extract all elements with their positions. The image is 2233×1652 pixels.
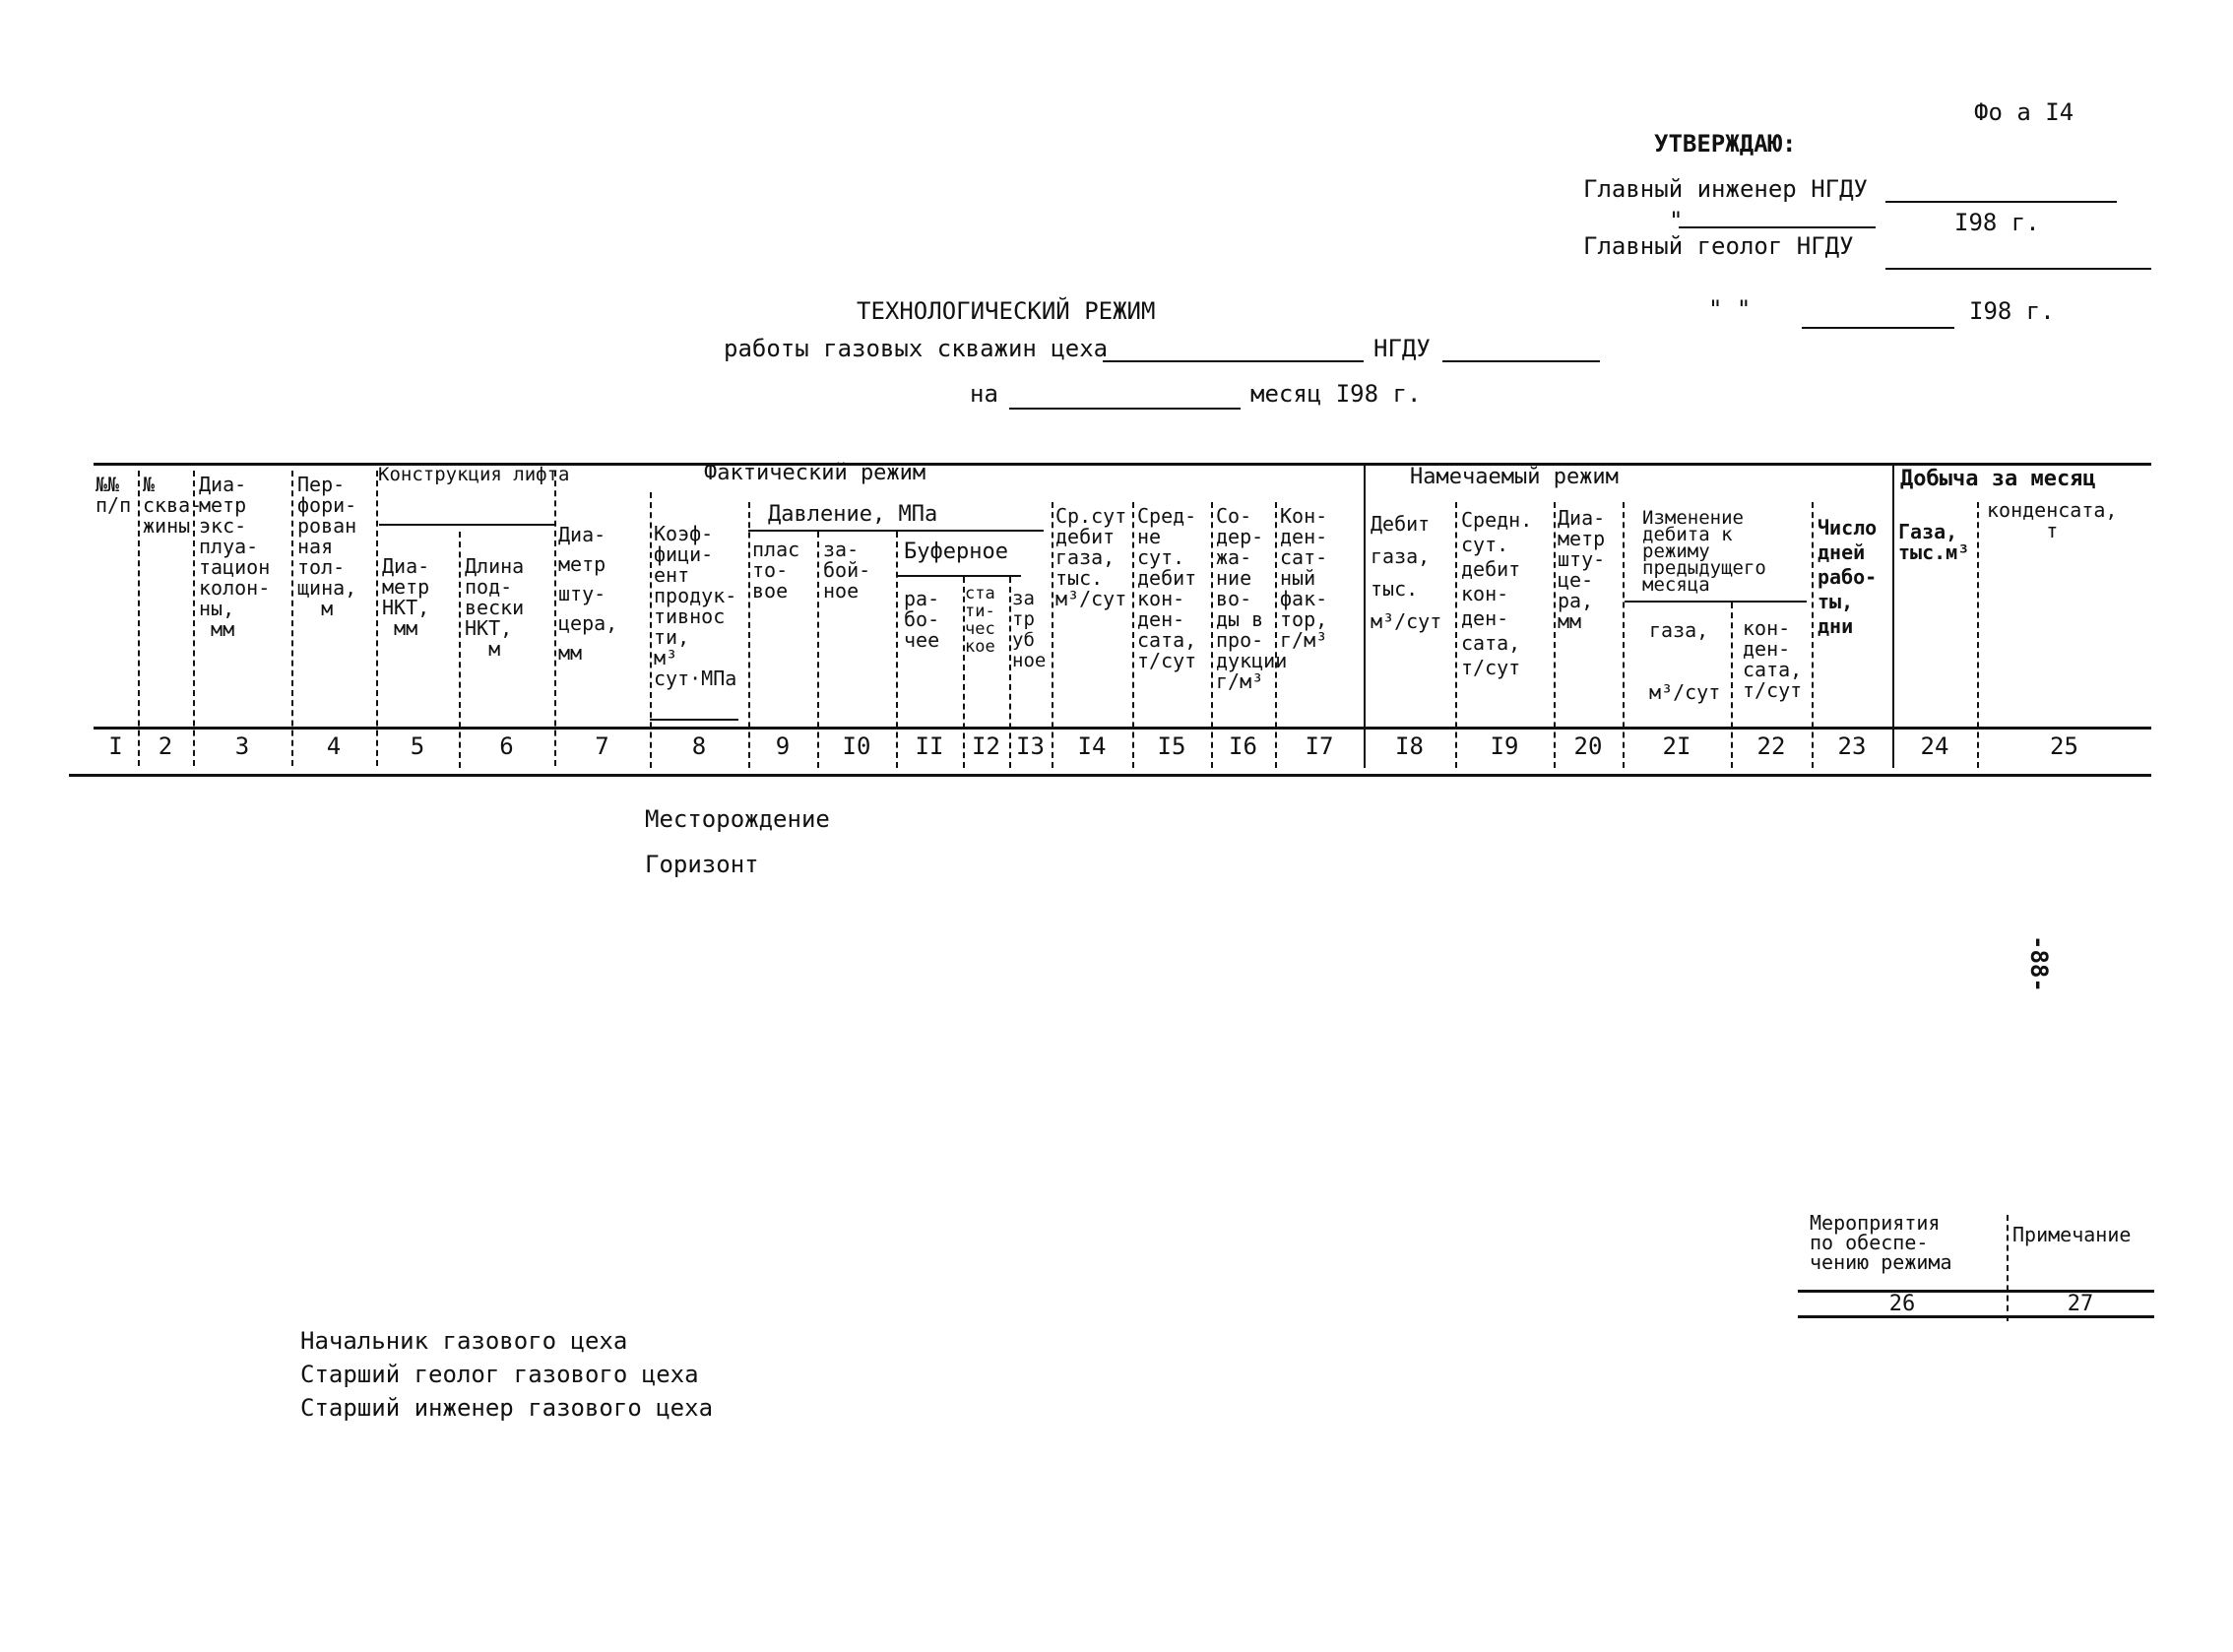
title-line3-a: на [970, 380, 998, 408]
sep [138, 471, 140, 766]
col-number: I4 [1077, 732, 1107, 760]
col-number: 2I [1662, 732, 1691, 760]
col-number: I2 [972, 732, 1000, 760]
col-13-header: за тр уб ное [1012, 588, 1047, 671]
col-11-header: ра- бо- чее [904, 587, 940, 652]
col-number: I5 [1157, 732, 1186, 760]
sep [1977, 502, 1979, 768]
signature-senior-geologist: Старший геолог газового цеха [300, 1361, 699, 1388]
chief-engineer-signature-line [1885, 201, 2117, 203]
group-construction: Конструкция лифта [378, 464, 570, 485]
group-buffer: Буферное [904, 540, 1008, 564]
col-26-number: 26 [1888, 1292, 1916, 1316]
col-number: 9 [775, 732, 791, 760]
col-15-header: Сред- не сут. дебит кон- ден- сата, т/сут [1137, 504, 1197, 672]
date-quote-1: " [1669, 207, 1684, 234]
col-number: 4 [326, 732, 342, 760]
sep [1554, 502, 1556, 768]
col-6-header: Длина под- вески НКТ, м [465, 554, 525, 661]
col-number: I3 [1016, 732, 1045, 760]
col-number: 25 [2050, 732, 2078, 760]
note-header: Примечание [2012, 1223, 2132, 1246]
header-bottom-line [94, 727, 2151, 730]
col-19-header: Средн. сут. дебит кон- ден- сата, т/сут [1461, 508, 1533, 679]
col-1-header: №№ п/п [96, 473, 132, 517]
col-16-header: Со- дер- жа- ние во- ды в про- дукции г/м³ [1216, 504, 1288, 693]
col-12-header: ста ти- чес кое [965, 584, 995, 657]
col-10-header: за- бой- ное [823, 538, 871, 603]
field-label: Месторождение [645, 805, 830, 833]
chief-geologist-signature-line [1885, 268, 2151, 270]
sep [748, 502, 750, 768]
measures-header: Мероприятия по обеспе- чению режима [1810, 1211, 1952, 1274]
horizon-label: Горизонт [645, 851, 759, 878]
col-9-header: плас то- вое [752, 538, 800, 603]
col-24-header: Газа, тыс.м³ [1898, 520, 1970, 564]
col-number: I8 [1395, 732, 1424, 760]
sep-production [1892, 463, 1894, 768]
col-23-header: Число дней рабо- ты, дни [1818, 516, 1878, 638]
group-change: Изменение дебита к режиму предыдущего месяца [1642, 507, 1766, 596]
col-number: I0 [842, 732, 871, 760]
col-4-header: Пер- фори- рован ная тол- щина, м [297, 473, 357, 620]
sep [1211, 502, 1213, 768]
sep [376, 471, 378, 766]
change-sub-line [1625, 601, 1807, 603]
title-line2-a: работы газовых скважин цеха [724, 335, 1109, 362]
measures-bottom-line [1798, 1315, 2154, 1318]
col-number: I [108, 732, 123, 760]
col-3-header: Диа- метр экс- плуа- тацион колон- ны, мм [199, 473, 271, 641]
ngdu-blank [1442, 360, 1600, 362]
sep [650, 492, 652, 768]
col-20-header: Диа- метр шту- це- ра, мм [1558, 506, 1606, 633]
col-number: I7 [1305, 732, 1334, 760]
sep [1132, 502, 1134, 768]
buffer-sub-line [898, 575, 1021, 577]
col-5-header: Диа- метр НКТ, мм [382, 554, 430, 640]
col-number: 7 [595, 732, 609, 760]
date-line-2 [1802, 327, 1954, 329]
month-blank [1009, 408, 1241, 410]
sep [1812, 502, 1814, 768]
col-25-header: конденсата, т [1987, 498, 2118, 542]
col-27-number: 27 [2067, 1292, 2094, 1316]
col-17-header: Кон- ден- сат- ный фак- тор, г/м³ [1280, 504, 1328, 652]
group-planned: Намечаемый режим [1410, 465, 1619, 489]
col-number: I6 [1229, 732, 1257, 760]
group-production: Добыча за месяц [1900, 467, 2096, 491]
date-line-1 [1679, 226, 1876, 228]
title-line2-b: НГДУ [1373, 335, 1431, 362]
col-14-header: Ср.сут дебит газа, тыс. м³/сут [1055, 504, 1127, 610]
date-quotes-2: " " [1708, 295, 1752, 323]
col-21-header: газа, м³/сут [1649, 618, 1721, 704]
doc-title: ТЕХНОЛОГИЧЕСКИЙ РЕЖИМ [857, 297, 1156, 325]
sep [291, 471, 293, 766]
chief-geologist-label: Главный геолог НГДУ [1583, 232, 1854, 260]
signature-shop-head: Начальник газового цеха [300, 1327, 628, 1355]
col-number: 22 [1756, 732, 1786, 760]
sep [1455, 502, 1457, 768]
chief-engineer-label: Главный инженер НГДУ [1583, 175, 1868, 203]
col-7-header: Диа- метр шту- цера, мм [558, 523, 618, 665]
col-22-header: кон- ден- сата, т/сут [1743, 616, 1803, 702]
form-label: Фо а I4 [1974, 98, 2074, 126]
table-bottom-line [69, 774, 2151, 777]
col-number: 2 [158, 732, 173, 760]
group-pressure: Давление, МПа [768, 502, 938, 527]
col-number: 24 [1920, 732, 1949, 760]
title-line3-b: месяц I98 г. [1250, 380, 1422, 408]
group-actual: Фактический режим [704, 461, 926, 485]
year-2: I98 г. [1969, 297, 2055, 325]
col-number: 6 [499, 732, 514, 760]
col-number: 20 [1573, 732, 1603, 760]
col-2-header: № сква- жины [143, 473, 203, 538]
year-1: I98 г. [1954, 209, 2040, 236]
col-number: I9 [1490, 732, 1519, 760]
col-number: II [915, 732, 944, 760]
col-number: 3 [234, 732, 250, 760]
col-18-header: Дебит газа, тыс. м³/сут [1371, 512, 1442, 633]
shop-blank [1103, 360, 1364, 362]
col-number: 23 [1837, 732, 1867, 760]
sep-planned [1364, 463, 1366, 768]
sep [1052, 502, 1053, 768]
col-number: 8 [691, 732, 707, 760]
c8-fraction-line [650, 719, 738, 721]
signature-senior-engineer: Старший инженер газового цеха [300, 1394, 714, 1422]
construction-sub-line [379, 524, 556, 526]
approval-heading: УТВЕРЖДАЮ: [1654, 130, 1797, 158]
col-number: 5 [410, 732, 425, 760]
col-8-header: Коэф- фици- ент продук- тивнос ти, м³ сут·МПа [654, 522, 737, 690]
page-number: -88- [2025, 935, 2053, 992]
sep [554, 471, 556, 766]
sep [1623, 502, 1625, 768]
